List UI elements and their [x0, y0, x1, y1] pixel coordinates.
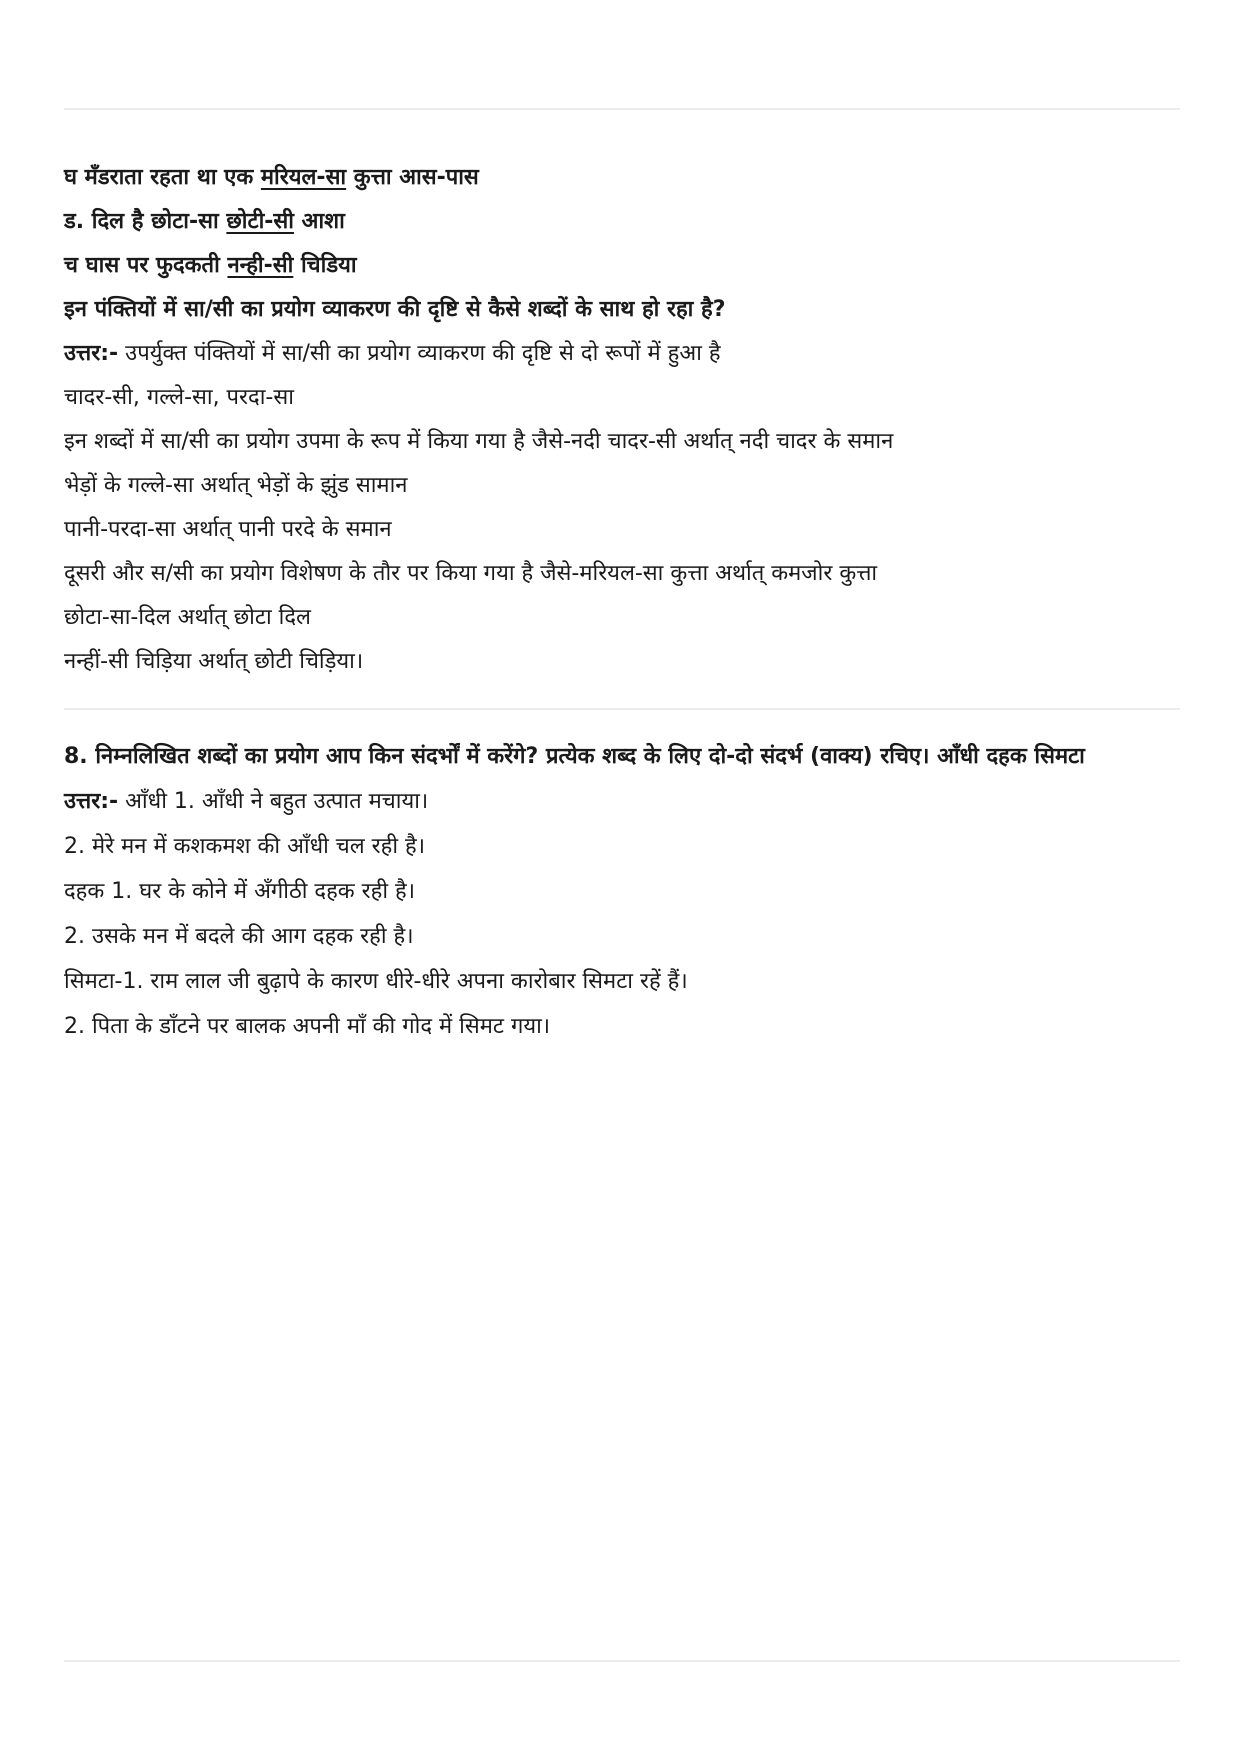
answer-text-line: 2. मेरे मन में कशकमश की आँधी चल रही है। — [64, 834, 426, 859]
section-question-8 — [64, 734, 1180, 1049]
answer-text-line: दहक 1. घर के कोने में अँगीठी दहक रही है। — [64, 879, 416, 904]
answer-text-line: 2. पिता के डाँटने पर बालक अपनी माँ की गोद में सिमट गया। — [64, 1014, 551, 1039]
answer-text-line: सिमटा-1. राम लाल जी बुढ़ापे के कारण धीरे-धीरे अपना कारोबार सिमटा रहें हैं। — [64, 969, 688, 994]
answer-line: उत्तर:- आँधी 1. आँधी ने बहुत उत्पात मचाया। — [64, 789, 429, 814]
answer-label: उत्तर:- — [64, 789, 119, 814]
example-line-cha: च घास पर फुदकती नन्ही-सी चिडिया — [64, 253, 357, 278]
answer-text-line: भेड़ों के गल्ले-सा अर्थात् भेड़ों के झुंड सामान — [64, 473, 408, 498]
answer-text-line: दूसरी और स/सी का प्रयोग विशेषण के तौर पर किया गया है जैसे-मरियल-सा कुत्ता अर्थात् कमजोर कुत्ता — [64, 561, 878, 586]
answer-label: उत्तर:- — [64, 341, 119, 366]
example-line-gha: घ मँडराता रहता था एक मरियल-सा कुत्ता आस-पास — [64, 165, 479, 190]
top-divider — [64, 108, 1180, 110]
question-text: इन पंक्तियों में सा/सी का प्रयोग व्याकरण की दृष्टि से कैसे शब्दों के साथ हो रहा है? — [64, 297, 726, 322]
question-8-heading: 8. निम्नलिखित शब्दों का प्रयोग आप किन संदर्भों में करेंगे? प्रत्येक शब्द के लिए दो-दो संदर्भ (वाक्य) रचिए। आँधी दहक सिमटा — [64, 744, 1085, 769]
example-line-da: ड. दिल है छोटा-सा छोटी-सी आशा — [64, 209, 345, 234]
answer-text-line: इन शब्दों में सा/सी का प्रयोग उपमा के रूप में किया गया है जैसे-नदी चादर-सी अर्थात् नदी चादर के समान — [64, 429, 894, 454]
answer-line: उत्तर:- उपर्युक्त पंक्तियों में सा/सी का प्रयोग व्याकरण की दृष्टि से दो रूपों में हुआ है — [64, 341, 721, 366]
answer-text-line: नन्हीं-सी चिड़िया अर्थात् छोटी चिड़िया। — [64, 649, 364, 674]
section-divider — [64, 708, 1180, 710]
answer-text-line: छोटा-सा-दिल अर्थात् छोटा दिल — [64, 605, 311, 630]
answer-text-line: चादर-सी, गल्ले-सा, परदा-सा — [64, 385, 294, 410]
answer-text-line: पानी-परदा-सा अर्थात् पानी परदे के समान — [64, 517, 392, 542]
section-sa-si-usage — [64, 156, 1180, 684]
answer-text-line: 2. उसके मन में बदले की आग दहक रही है। — [64, 924, 414, 949]
bottom-divider — [64, 1660, 1180, 1662]
